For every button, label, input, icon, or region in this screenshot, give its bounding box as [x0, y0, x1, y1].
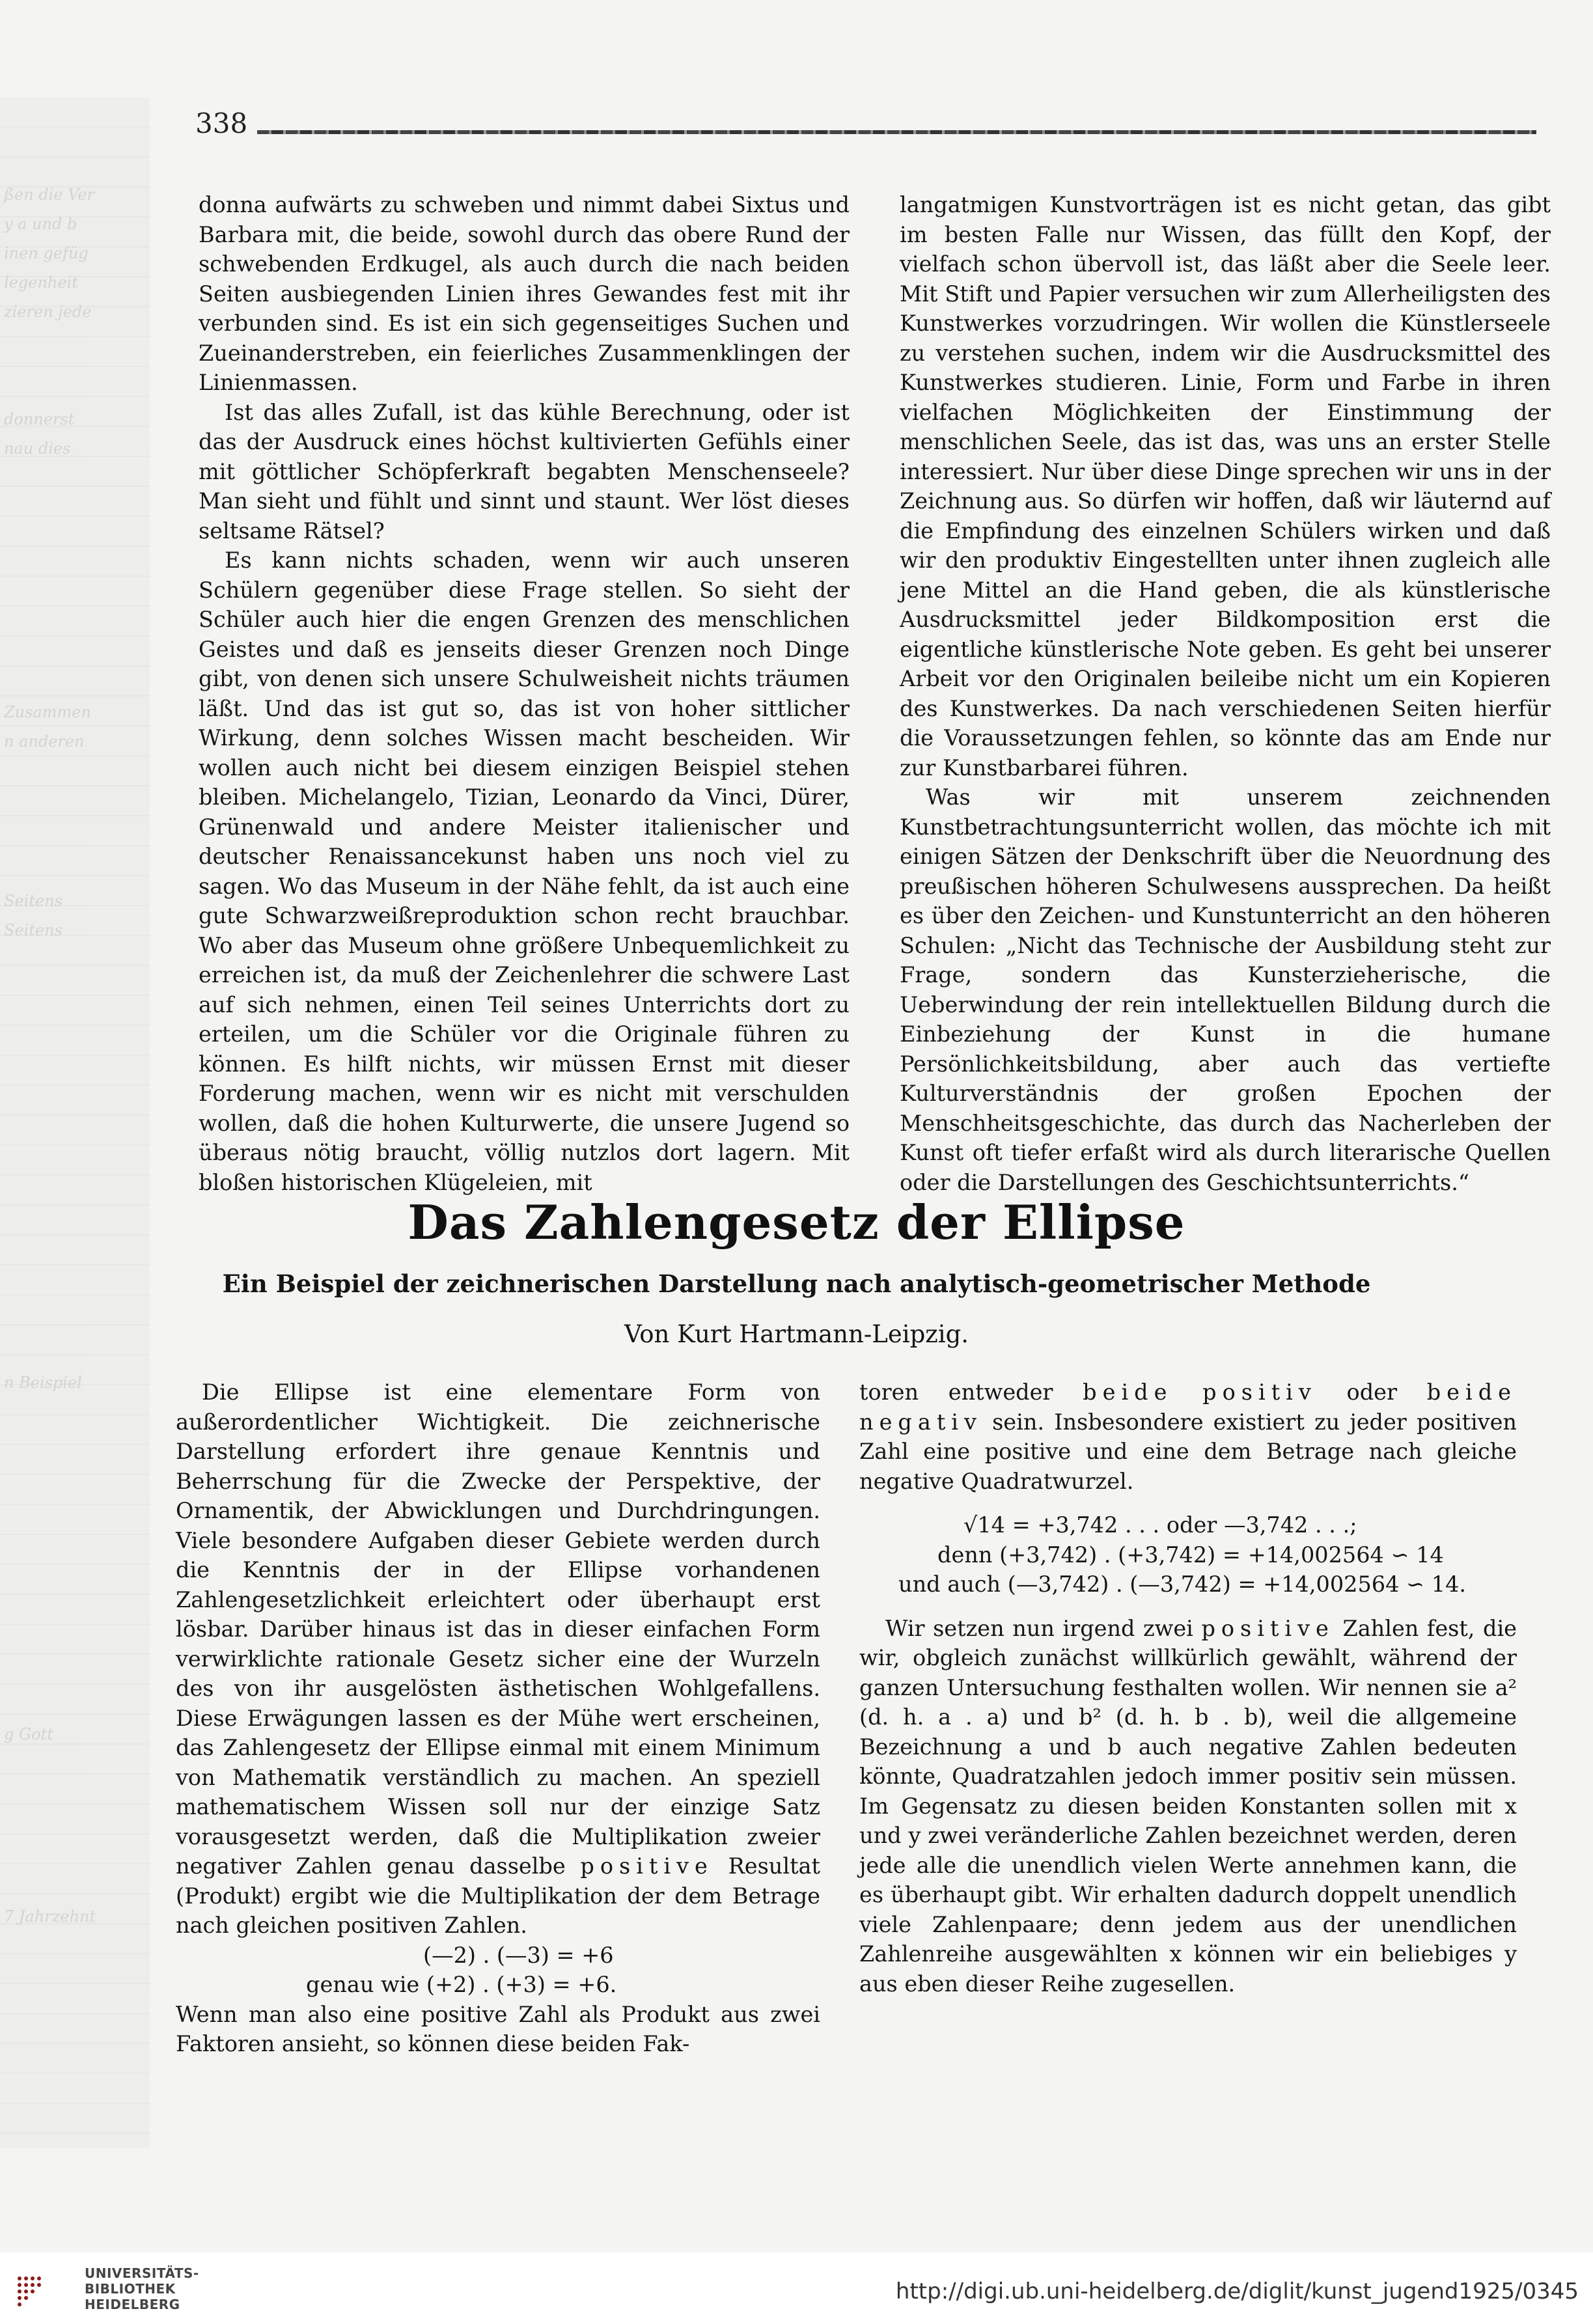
bleed-text: n Beispiel: [4, 1374, 82, 1392]
formula: denn (+3,742) . (+3,742) = +14,002564 ∽ 14: [937, 1542, 1444, 1568]
paragraph: [859, 1377, 1517, 1496]
text-run: Die Ellipse ist eine elementare Form von außerordentlicher Wichtigkeit. Die zeichnerische Darstellung erfordert ihre genaue Kenntnis und Beherrschung für die Zwecke der Perspektive, der Ornamentik, der Abwicklungen und Durchdringungen. Viele besondere Aufgaben dieser Gebiete werden durch die Kenntnis der in der Ellipse vorhandenen Zahlengesetzlichkeit erleichtert oder überhaupt erst lösbar. Darüber hinaus ist das in dieser einfachen Form verwirklichte rationale Gesetz sicher eine der Wurzeln des von ihr ausgelösten ästhetischen Wohlgefallens. Diese Erwägungen lassen es der Mühe wert erscheinen, das Zahlengesetz der Ellipse einmal mit einem Minimum von Mathematik verständlich zu machen. An speziell mathematischem Wissen soll nur der einzige Satz vorausgesetzt werden, daß die Multiplikation zweier negativer Zahlen genau dasselbe: [176, 1379, 820, 1879]
emphasis-text: positiv: [1202, 1379, 1317, 1405]
article-subtitle: Ein Beispiel der zeichnerischen Darstellung nach analytisch-geometrischer Methode: [222, 1269, 1371, 1298]
text-run: oder: [1346, 1379, 1397, 1405]
bleed-text: g Gott: [4, 1725, 53, 1743]
bleed-text: zieren jede: [4, 303, 92, 321]
article-byline: Von Kurt Hartmann-Leipzig.: [624, 1320, 969, 1348]
text-run: toren entweder: [859, 1379, 1053, 1405]
emphasis-text: positive: [580, 1853, 713, 1879]
text-run: Resultat (Produkt) ergibt wie die Multiplikation der dem Betrage nach gleichen positiven Zahlen.: [176, 1853, 820, 1938]
column-top-left: [199, 190, 850, 1197]
paragraph: Es kann nichts schaden, wenn wir auch unseren Schülern gegenüber diese Frage stellen. So sieht der Schüler auch hier die engen Grenzen des menschlichen Geistes und daß es jenseits dieser Grenzen noch Dinge gibt, von denen sich unsere Schulweisheit nichts träumen läßt. Und das ist gut so, das ist von hoher sittlicher Wirkung, denn solches Wissen macht bescheiden. Wir wollen auch nicht bei diesem einzigen Beispiel stehen bleiben. Michelangelo, Tizian, Leonardo da Vinci, Dürer, Grünenwald und andere Meister italienischer und deutscher Renaissancekunst haben uns noch viel zu sagen. Wo das Museum in der Nähe fehlt, da ist auch eine gute Schwarzweißreproduktion schon recht brauchbar. Wo aber das Museum ohne größere Unbequemlichkeit zu erreichen ist, da muß der Zeichenlehrer die schwere Last auf sich nehmen, einen Teil seines Unterrichts dort zu erteilen, um die Schüler vor die Originale führen zu können. Es hilft nichts, wir müssen Ernst mit dieser Forderung machen, wenn wir es nicht mit verschulden wollen, daß die hohen Kulturwerte, die unsere Jugend so überaus nötig braucht, völlig nutzlos dort lagern. Mit bloßen historischen Klügeleien, mit: [199, 547, 850, 1195]
bleed-text: nau dies: [4, 439, 71, 458]
paragraph: [176, 1377, 820, 1941]
library-logo-icon: [12, 2272, 70, 2308]
formula: (—2) . (—3) = +6: [423, 1942, 614, 1968]
library-name-line: BIBLIOTHEK: [85, 2281, 176, 2297]
bleed-text: y a und b: [4, 215, 77, 233]
header-rule: [257, 130, 1536, 134]
paragraph: Wenn man also eine positive Zahl als Produkt aus zwei Faktoren ansieht, so können diese beiden Fak-: [176, 2001, 820, 2056]
article-title: Das Zahlengesetz der Ellipse: [408, 1195, 1185, 1250]
paragraph: langatmigen Kunstvorträgen ist es nicht getan, das gibt im besten Falle nur Wissen, das füllt den Kopf, der vielfach schon übervoll ist, das läßt aber die Seele leer. Mit Stift und Papier versuchen wir zum Allerheiligsten des Kunstwerkes vorzudringen. Wir wollen die Künstlerseele zu verstehen suchen, indem wir die Ausdrucksmittel des Kunstwerkes studieren. Linie, Form und Farbe in ihren vielfachen Möglichkeiten der Einstimmung der menschlichen Seele, das ist das, was uns an erster Stelle interessiert. Nur über diese Dinge sprechen wir uns in der Zeichnung aus. So dürfen wir hoffen, daß wir läuternd auf die Empfindung des einzelnen Schülers wirken und daß wir den produktiv Eingestellten unter ihnen zugleich alle jene Mittel an die Hand geben, die als künstlerische Ausdrucksmittel jeder Bildkomposition erst die eigentliche künstlerische Note geben. Es geht bei unserer Arbeit vor den Originalen beileibe nicht um ein Kopieren des Kunstwerkes. Da nach verschiedenen Seiten hierfür die Voraussetzungen fehlen, so könnte das am Ende nur zur Kunstbarbarei führen.: [900, 192, 1551, 781]
text-run: Zahlen fest, die wir, obgleich zunächst willkürlich gewählt, während der ganzen Untersuchung festhalten wollen. Wir nennen sie a² (d. h. a . a) und b² (d. h. b . b), weil die allgemeine Bezeichnung a und b auch negative Zahlen bedeuten könnte, Quadratzahlen jedoch immer positiv sein müssen. Im Gegensatz zu diesen beiden Konstanten sollen mit x und y zwei veränderliche Zahlen bezeichnet werden, deren jede alle die unendlich vielen Werte annehmen kann, die es überhaupt gibt. Wir erhalten dadurch doppelt unendlich viele Zahlenpaare; denn jedem aus der unendlichen Zahlenreihe ausgewählten x können wir ein beliebiges y aus eben dieser Reihe zugesellen.: [859, 1615, 1517, 1997]
paragraph: Was wir mit unserem zeichnenden Kunstbetrachtungsunterricht wollen, das möchte ich mit einigen Sätzen der Denkschrift über die Neuordnung des preußischen höheren Schulwesens aussprechen. Da heißt es über den Zeichen- und Kunstunterricht an den höheren Schulen: „Nicht das Technische der Ausbildung steht zur Frage, sondern das Kunsterzieherische, die Ueberwindung der rein intellektuellen Bildung durch die Einbeziehung der Kunst in die humane Persönlichkeitsbildung, aber auch das vertiefte Kulturverständnis der großen Epochen der Menschheitsgeschichte, das durch das Nacherleben der Kunst oft tiefer erfaßt wird als durch literarische Quellen oder die Darstellungen des Geschichtsunterrichts.“: [900, 784, 1551, 1195]
formula: genau wie (+2) . (+3) = +6.: [306, 1972, 617, 1997]
column-bottom-left: [176, 1377, 820, 2059]
bleed-text: ßen die Ver: [4, 186, 94, 204]
formula: √14 = +3,742 . . . oder —3,742 . . .;: [963, 1512, 1357, 1538]
formula: und auch (—3,742) . (—3,742) = +14,002564 ∽ 14.: [898, 1571, 1467, 1597]
column-bottom-right: [859, 1377, 1517, 1999]
paragraph: [859, 1614, 1517, 1999]
column-top-right: [900, 190, 1551, 1197]
bleed-text: Zusammen: [4, 703, 91, 721]
paragraph: donna aufwärts zu schweben und nimmt dabei Sixtus und Barbara mit, die beide, sowohl durch das obere Rund der schwebenden Erdkugel, als auch durch die nach beiden Seiten ausbiegenden Linien ihres Gewandes fest mit ihr verbunden sind. Es ist ein sich gegenseitiges Suchen und Zueinanderstreben, ein feierliches Zusammenklingen der Linienmassen.: [199, 192, 850, 395]
emphasis-text: negativ: [859, 1409, 982, 1435]
source-url-link[interactable]: http://digi.ub.uni-heidelberg.de/diglit/kunst_jugend1925/0345: [895, 2278, 1579, 2304]
library-name-line: UNIVERSITÄTS-: [85, 2265, 199, 2281]
bleed-text: Seitens: [4, 921, 62, 939]
library-name-line: HEIDELBERG: [85, 2297, 180, 2312]
bleed-text: 7 Jahrzehnt: [4, 1907, 96, 1926]
emphasis-text: positive: [1201, 1615, 1335, 1641]
emphasis-text: beide: [1083, 1379, 1173, 1405]
bleed-text: legenheit: [4, 273, 78, 292]
text-run: sein. Insbesondere existiert zu jeder positiven Zahl eine positive und eine dem Betrage nach gleiche negative Quadratwurzel.: [859, 1409, 1517, 1494]
paragraph: Ist das alles Zufall, ist das kühle Berechnung, oder ist das der Ausdruck eines höchst kultivierten Gefühls einer mit göttlicher Schöpferkraft begabten Menschenseele? Man sieht und fühlt und sinnt und staunt. Wer löst dieses seltsame Rätsel?: [199, 399, 850, 544]
emphasis-text: beide: [1426, 1379, 1517, 1405]
library-name: [85, 2265, 199, 2312]
text-run: Wir setzen nun irgend zwei: [885, 1615, 1193, 1641]
bleed-text: inen gefüg: [4, 244, 89, 262]
bleed-text: Seitens: [4, 892, 62, 910]
page-number: 338: [195, 107, 248, 139]
bleed-text: donnerst: [4, 410, 75, 428]
left-page-bleed: [0, 98, 150, 2148]
bleed-text: n anderen: [4, 732, 85, 751]
